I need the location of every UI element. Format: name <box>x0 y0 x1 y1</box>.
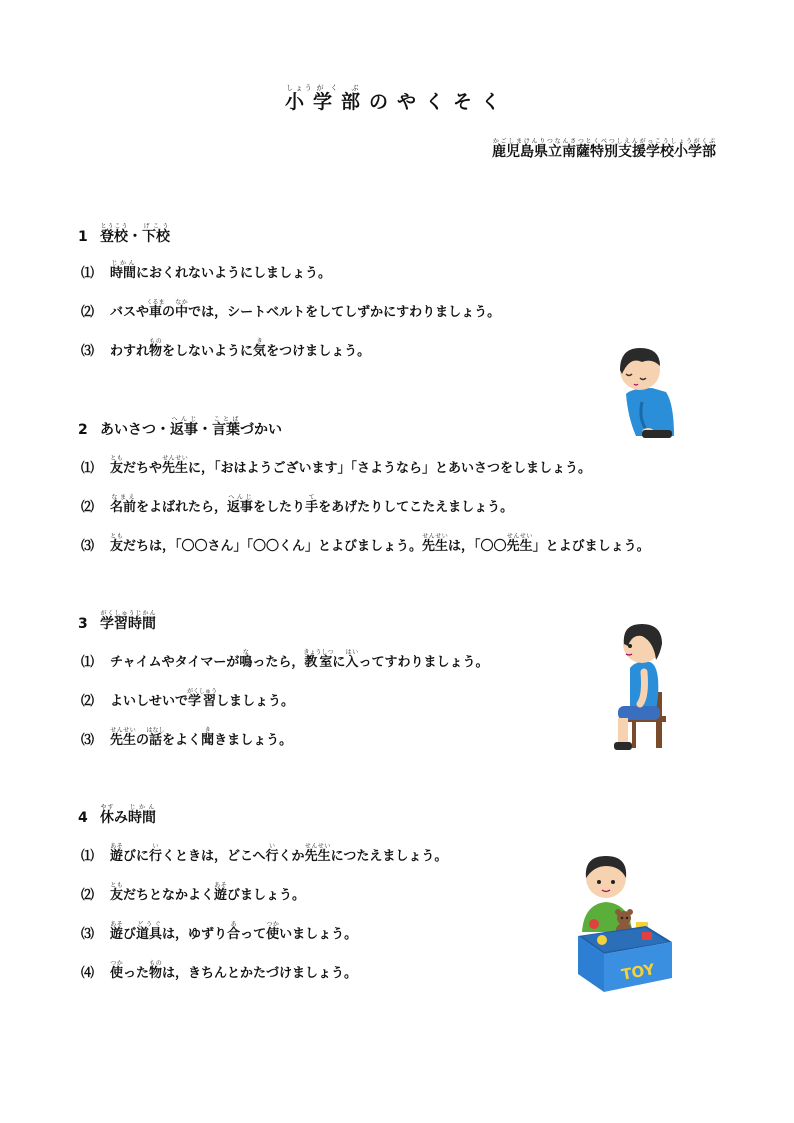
section-3-heading: 3 学習時間がくしゅうじかん <box>78 610 156 632</box>
rule-item: ⑶ 友ともだちは，「〇〇さん」「〇〇くん」とよびましょう。先生せんせいは，「〇〇先生せんせい」とよびましょう。 <box>81 533 650 554</box>
section-4-heading: 4 休やすみ時間じかん <box>78 804 156 826</box>
rule-item: ⑵ バスや車くるまの中なかでは，シートベルトをしてしずかにすわりましょう。 <box>81 299 501 320</box>
title-char: 学がく <box>312 84 341 113</box>
page-title <box>0 84 794 114</box>
bowing-child-illustration <box>612 344 682 440</box>
title-rest: のやくそく <box>369 91 510 113</box>
section-1-heading: 1 登校とうこう・下校げこう <box>78 223 170 245</box>
rule-item: ⑶ 先生せんせいの話はなしをよく聞ききましょう。 <box>81 727 293 748</box>
rule-item: ⑴ 友ともだちや先生せんせいに，「おはようございます」「さようなら」とあいさつをしましょう。 <box>81 455 592 476</box>
rule-item: ⑶ わすれ物ものをしないように気きをつけましょう。 <box>81 338 371 359</box>
section-2-heading: 2 あいさつ・返事へんじ・言葉ことばづかい <box>78 416 282 438</box>
rule-item: ⑶ 遊あそび道具どうぐは，ゆずり合あって使つかいましょう。 <box>81 921 358 942</box>
sitting-child-illustration <box>606 620 676 752</box>
toy-box-label: TOY <box>620 960 656 984</box>
rule-item: ⑷ 使つかった物ものは，きちんとかたづけましょう。 <box>81 960 358 981</box>
rule-item: ⑵ 名前なまえをよばれたら，返事へんじをしたり手てをあげたりしてこたえましょう。 <box>81 494 514 515</box>
rule-item: ⑵ よいしせいで学習がくしゅうしましょう。 <box>81 688 295 709</box>
rule-item: ⑵ 友ともだちとなかよく遊あそびましょう。 <box>81 882 306 903</box>
school-name: 鹿児島県立南薩特別支援学校小学部かごしまけんりつなんさつとくべつしえんがっこうしょうがくぶ <box>492 138 716 160</box>
title-char: 部ぶ <box>341 84 370 113</box>
rule-item: ⑴ チャイムやタイマーが鳴なったら，教室きょうしつに入はいってすわりましょう。 <box>81 649 489 670</box>
rule-item: ⑴ 遊あそびに行いくときは，どこへ行いくか先生せんせいにつたえましょう。 <box>81 843 448 864</box>
title-char: 小しょう <box>284 84 313 113</box>
toy-box-child-illustration <box>572 852 676 994</box>
rule-item: ⑴ 時間じかんにおくれないようにしましょう。 <box>81 260 332 281</box>
